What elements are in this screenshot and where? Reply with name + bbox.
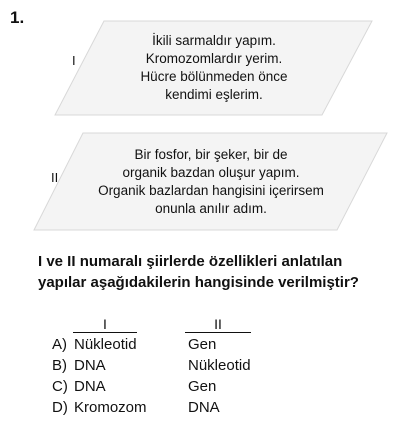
poem-1-line-4: kendimi eşlerim. xyxy=(165,87,263,102)
question-prompt-line-2: yapılar aşağıdakilerin hangisinde verilmiştir? xyxy=(38,274,359,291)
poem-2-line-2: organik bazdan oluşur yapım. xyxy=(122,165,300,180)
question-number: 1. xyxy=(10,8,25,27)
option-b-col2: Nükleotid xyxy=(188,357,251,374)
option-a-col2: Gen xyxy=(188,336,217,353)
poem-text-2 xyxy=(33,146,389,218)
poem-label-2: II xyxy=(51,170,59,185)
column-header-2: II xyxy=(185,316,251,333)
poem-1-line-3: Hücre bölünmeden önce xyxy=(140,69,288,84)
poem-1-line-2: Kromozomlardır yerim. xyxy=(145,51,283,66)
option-d-col2: DNA xyxy=(188,399,220,416)
option-b-col1: DNA xyxy=(74,357,106,374)
question-prompt xyxy=(38,251,398,293)
poem-2-line-4: onunla anılır adım. xyxy=(155,201,267,216)
option-a-letter: A) xyxy=(52,336,67,353)
poem-text-1 xyxy=(54,32,374,104)
poem-box-2 xyxy=(33,132,389,231)
poem-box-1 xyxy=(54,20,374,116)
option-c-col2: Gen xyxy=(188,378,217,395)
option-c-letter: C) xyxy=(52,378,68,395)
poem-label-1: I xyxy=(72,53,76,68)
poem-2-line-1: Bir fosfor, bir şeker, bir de xyxy=(134,147,288,162)
option-a-col1: Nükleotid xyxy=(74,336,137,353)
column-header-1: I xyxy=(73,316,137,333)
poem-1-line-1: İkili sarmaldır yapım. xyxy=(152,33,276,48)
option-d-col1: Kromozom xyxy=(74,399,147,416)
option-c-col1: DNA xyxy=(74,378,106,395)
option-d-letter: D) xyxy=(52,399,68,416)
poem-2-line-3: Organik bazlardan hangisini içerirsem xyxy=(98,183,324,198)
option-b-letter: B) xyxy=(52,357,67,374)
question-prompt-line-1: I ve II numaralı şiirlerde özellikleri anlatılan xyxy=(38,253,343,270)
